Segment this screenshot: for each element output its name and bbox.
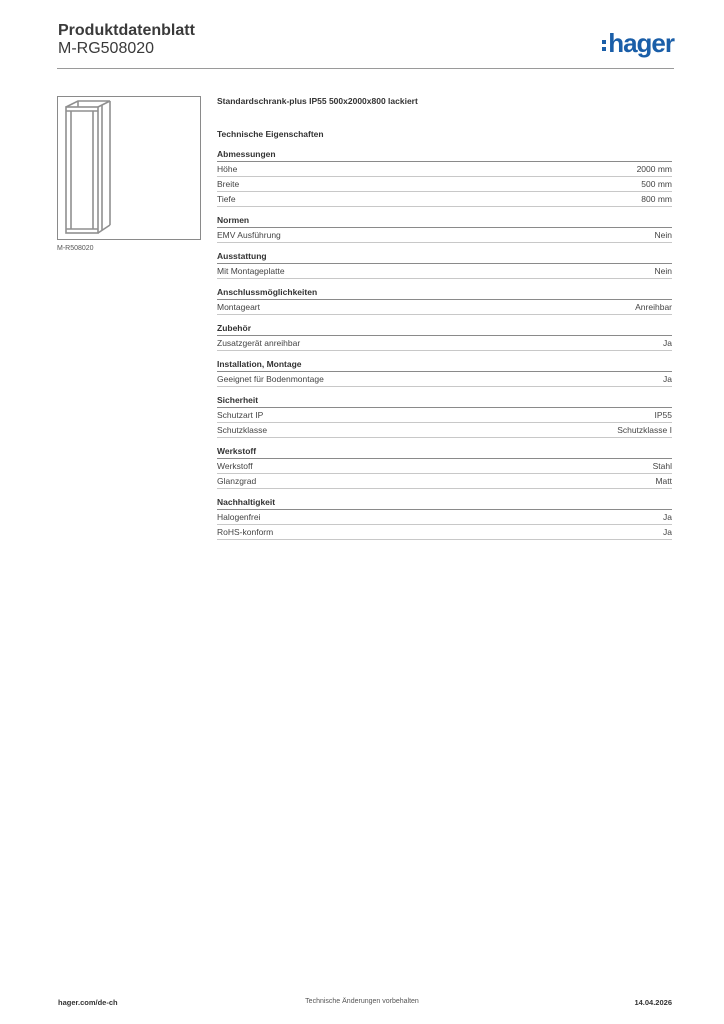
property-value: 800 mm [641, 194, 672, 204]
property-row [217, 264, 672, 279]
property-label: Schutzart IP [217, 410, 264, 420]
property-section [217, 249, 672, 279]
property-row [217, 228, 672, 243]
property-label: Höhe [217, 164, 238, 174]
property-label: Mit Montageplatte [217, 266, 285, 276]
property-value: 500 mm [641, 179, 672, 189]
product-image [57, 96, 201, 240]
property-label: Schutzklasse [217, 425, 268, 435]
header-divider [57, 68, 674, 69]
property-label: Glanzgrad [217, 476, 257, 486]
property-section [217, 357, 672, 387]
property-label: RoHS-konform [217, 527, 274, 537]
section-title: Installation, Montage [217, 357, 672, 372]
footer-disclaimer: Technische Änderungen vorbehalten [305, 998, 419, 1005]
property-row [217, 525, 672, 540]
property-value: Nein [654, 266, 672, 276]
property-section [217, 321, 672, 351]
property-value: IP55 [654, 410, 672, 420]
property-row [217, 408, 672, 423]
logo-text: hager [608, 28, 674, 58]
property-value: Stahl [652, 461, 672, 471]
section-title: Werkstoff [217, 444, 672, 459]
section-title: Abmessungen [217, 147, 672, 162]
properties-list [217, 147, 672, 540]
cabinet-frame-icon [58, 97, 202, 241]
section-title: Sicherheit [217, 393, 672, 408]
page-title: Produktdatenblatt [58, 22, 195, 39]
property-section [217, 285, 672, 315]
section-title: Nachhaltigkeit [217, 495, 672, 510]
property-row [217, 336, 672, 351]
property-row [217, 300, 672, 315]
property-section [217, 213, 672, 243]
section-title: Normen [217, 213, 672, 228]
property-value: Ja [663, 512, 672, 522]
property-value: Ja [663, 338, 672, 348]
property-row [217, 474, 672, 489]
property-value: Anreihbar [635, 302, 672, 312]
property-label: Tiefe [217, 194, 236, 204]
property-value: Ja [663, 374, 672, 384]
property-value: 2000 mm [636, 164, 672, 174]
property-section [217, 147, 672, 207]
product-name: Standardschrank-plus IP55 500x2000x800 lackiert [217, 96, 418, 106]
property-label: Werkstoff [217, 461, 253, 471]
property-label: Halogenfrei [217, 512, 261, 522]
property-row [217, 192, 672, 207]
section-title: Ausstattung [217, 249, 672, 264]
product-code: M-RG508020 [58, 40, 155, 57]
property-value: Ja [663, 527, 672, 537]
property-section [217, 444, 672, 489]
tech-properties-heading: Technische Eigenschaften [217, 129, 324, 139]
property-section [217, 495, 672, 540]
property-label: Montageart [217, 302, 260, 312]
property-section [217, 393, 672, 438]
property-label: Zusatzgerät anreihbar [217, 338, 301, 348]
property-label: Breite [217, 179, 240, 189]
property-value: Nein [654, 230, 672, 240]
section-title: Zubehör [217, 321, 672, 336]
property-value: Matt [655, 476, 672, 486]
section-title: Anschlussmöglichkeiten [217, 285, 672, 300]
property-row [217, 372, 672, 387]
property-row [217, 423, 672, 438]
property-row [217, 162, 672, 177]
property-row [217, 510, 672, 525]
property-label: Geeignet für Bodenmontage [217, 374, 324, 384]
footer-website: hager.com/de-ch [58, 998, 118, 1007]
property-label: EMV Ausführung [217, 230, 281, 240]
property-row [217, 459, 672, 474]
hager-logo [602, 28, 674, 59]
property-value: Schutzklasse I [617, 425, 672, 435]
product-details [217, 93, 672, 540]
image-caption: M-R508020 [57, 245, 94, 252]
footer-date: 14.04.2026 [634, 998, 672, 1007]
logo-dots-icon [602, 37, 606, 54]
property-row [217, 177, 672, 192]
